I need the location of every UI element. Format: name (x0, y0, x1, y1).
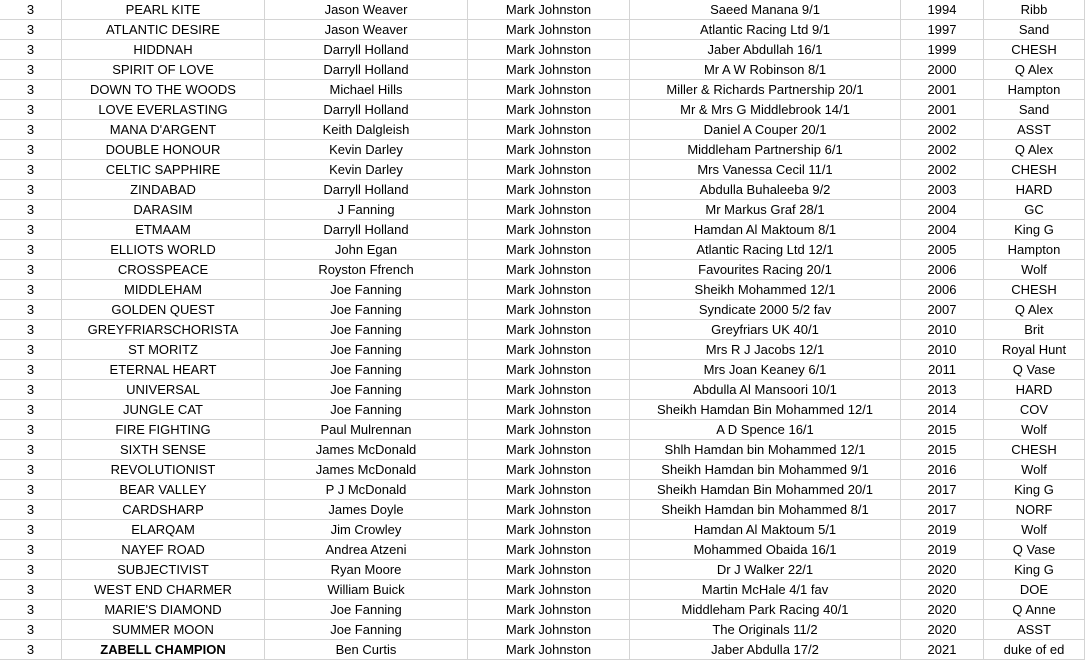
table-row (0, 200, 1085, 220)
cell-col-trainer[interactable]: Mark Johnston (468, 60, 630, 80)
table-row (0, 260, 1085, 280)
cell-col-horse[interactable]: ELLIOTS WORLD (62, 240, 265, 260)
cell-col-horse[interactable]: ZABELL CHAMPION (62, 640, 265, 660)
cell-col-year[interactable]: 2006 (901, 260, 984, 280)
cell-col-race[interactable]: HARD (984, 380, 1085, 400)
cell-col-position[interactable]: 3 (0, 480, 62, 500)
cell-col-jockey[interactable]: Joe Fanning (265, 320, 468, 340)
cell-col-jockey[interactable]: Jason Weaver (265, 20, 468, 40)
cell-col-position[interactable]: 3 (0, 240, 62, 260)
cell-col-horse[interactable]: ETERNAL HEART (62, 360, 265, 380)
table-row (0, 340, 1085, 360)
cell-col-jockey[interactable]: Joe Fanning (265, 360, 468, 380)
cell-col-trainer[interactable]: Mark Johnston (468, 340, 630, 360)
cell-col-year[interactable]: 2020 (901, 560, 984, 580)
cell-col-year[interactable]: 1999 (901, 40, 984, 60)
cell-col-trainer[interactable]: Mark Johnston (468, 440, 630, 460)
cell-col-race[interactable]: ASST (984, 620, 1085, 640)
cell-col-trainer[interactable]: Mark Johnston (468, 420, 630, 440)
cell-col-jockey[interactable]: Kevin Darley (265, 160, 468, 180)
cell-col-race[interactable]: HARD (984, 180, 1085, 200)
cell-col-trainer[interactable]: Mark Johnston (468, 300, 630, 320)
cell-col-owner-odds[interactable]: Dr J Walker 22/1 (630, 560, 901, 580)
cell-col-position[interactable]: 3 (0, 560, 62, 580)
cell-col-position[interactable]: 3 (0, 280, 62, 300)
cell-col-jockey[interactable]: Darryll Holland (265, 180, 468, 200)
cell-col-year[interactable]: 2010 (901, 340, 984, 360)
cell-col-race[interactable]: CHESH (984, 440, 1085, 460)
cell-col-owner-odds[interactable]: Mrs R J Jacobs 12/1 (630, 340, 901, 360)
cell-col-owner-odds[interactable]: Mr A W Robinson 8/1 (630, 60, 901, 80)
cell-col-horse[interactable]: ETMAAM (62, 220, 265, 240)
cell-col-position[interactable]: 3 (0, 380, 62, 400)
cell-col-year[interactable]: 2021 (901, 640, 984, 660)
table-row (0, 600, 1085, 620)
cell-col-trainer[interactable]: Mark Johnston (468, 0, 630, 20)
cell-col-year[interactable]: 2014 (901, 400, 984, 420)
cell-col-year[interactable]: 2017 (901, 480, 984, 500)
table-row (0, 220, 1085, 240)
cell-col-position[interactable]: 3 (0, 540, 62, 560)
cell-col-jockey[interactable]: Darryll Holland (265, 60, 468, 80)
cell-col-position[interactable]: 3 (0, 580, 62, 600)
cell-col-position[interactable]: 3 (0, 620, 62, 640)
cell-col-position[interactable]: 3 (0, 300, 62, 320)
cell-col-horse[interactable]: GREYFRIARSCHORISTA (62, 320, 265, 340)
cell-col-year[interactable]: 2015 (901, 420, 984, 440)
cell-col-race[interactable]: CHESH (984, 40, 1085, 60)
cell-col-trainer[interactable]: Mark Johnston (468, 280, 630, 300)
table-row (0, 240, 1085, 260)
table-row (0, 540, 1085, 560)
cell-col-position[interactable]: 3 (0, 0, 62, 20)
cell-col-year[interactable]: 2002 (901, 120, 984, 140)
table-row (0, 520, 1085, 540)
cell-col-year[interactable]: 2007 (901, 300, 984, 320)
cell-col-year[interactable]: 2020 (901, 600, 984, 620)
cell-col-race[interactable]: CHESH (984, 160, 1085, 180)
cell-col-race[interactable]: King G (984, 560, 1085, 580)
table-row (0, 140, 1085, 160)
cell-col-race[interactable]: Hampton (984, 240, 1085, 260)
cell-col-jockey[interactable]: Joe Fanning (265, 600, 468, 620)
cell-col-year[interactable]: 2013 (901, 380, 984, 400)
cell-col-jockey[interactable]: Joe Fanning (265, 340, 468, 360)
cell-col-position[interactable]: 3 (0, 180, 62, 200)
cell-col-jockey[interactable]: Joe Fanning (265, 300, 468, 320)
cell-col-jockey[interactable]: Joe Fanning (265, 400, 468, 420)
table-row (0, 80, 1085, 100)
cell-col-jockey[interactable]: James McDonald (265, 460, 468, 480)
table-row (0, 0, 1085, 20)
cell-col-horse[interactable]: ATLANTIC DESIRE (62, 20, 265, 40)
cell-col-trainer[interactable]: Mark Johnston (468, 600, 630, 620)
cell-col-horse[interactable]: JUNGLE CAT (62, 400, 265, 420)
cell-col-horse[interactable]: CARDSHARP (62, 500, 265, 520)
cell-col-owner-odds[interactable]: Mr & Mrs G Middlebrook 14/1 (630, 100, 901, 120)
cell-col-owner-odds[interactable]: Jaber Abdulla 17/2 (630, 640, 901, 660)
cell-col-position[interactable]: 3 (0, 260, 62, 280)
cell-col-year[interactable]: 2002 (901, 140, 984, 160)
cell-col-year[interactable]: 2017 (901, 500, 984, 520)
cell-col-owner-odds[interactable]: Jaber Abdullah 16/1 (630, 40, 901, 60)
cell-col-race[interactable]: GC (984, 200, 1085, 220)
cell-col-year[interactable]: 2011 (901, 360, 984, 380)
cell-col-horse[interactable]: DARASIM (62, 200, 265, 220)
cell-col-trainer[interactable]: Mark Johnston (468, 80, 630, 100)
cell-col-position[interactable]: 3 (0, 520, 62, 540)
cell-col-trainer[interactable]: Mark Johnston (468, 20, 630, 40)
cell-col-race[interactable]: DOE (984, 580, 1085, 600)
cell-col-year[interactable]: 2019 (901, 540, 984, 560)
cell-col-owner-odds[interactable]: A D Spence 16/1 (630, 420, 901, 440)
cell-col-jockey[interactable]: Ryan Moore (265, 560, 468, 580)
cell-col-owner-odds[interactable]: Sheikh Mohammed 12/1 (630, 280, 901, 300)
cell-col-race[interactable]: Wolf (984, 520, 1085, 540)
cell-col-year[interactable]: 2010 (901, 320, 984, 340)
cell-col-year[interactable]: 2006 (901, 280, 984, 300)
table-row (0, 180, 1085, 200)
cell-col-horse[interactable]: SUMMER MOON (62, 620, 265, 640)
cell-col-position[interactable]: 3 (0, 40, 62, 60)
cell-col-jockey[interactable]: Darryll Holland (265, 220, 468, 240)
cell-col-trainer[interactable]: Mark Johnston (468, 240, 630, 260)
cell-col-jockey[interactable]: Darryll Holland (265, 100, 468, 120)
cell-col-owner-odds[interactable]: Greyfriars UK 40/1 (630, 320, 901, 340)
cell-col-jockey[interactable]: Michael Hills (265, 80, 468, 100)
table-row (0, 120, 1085, 140)
cell-col-jockey[interactable]: Paul Mulrennan (265, 420, 468, 440)
table-row (0, 460, 1085, 480)
cell-col-position[interactable]: 3 (0, 440, 62, 460)
cell-col-race[interactable]: Wolf (984, 420, 1085, 440)
cell-col-year[interactable]: 2004 (901, 220, 984, 240)
cell-col-owner-odds[interactable]: The Originals 11/2 (630, 620, 901, 640)
cell-col-trainer[interactable]: Mark Johnston (468, 620, 630, 640)
cell-col-race[interactable]: Brit (984, 320, 1085, 340)
cell-col-horse[interactable]: PEARL KITE (62, 0, 265, 20)
cell-col-position[interactable]: 3 (0, 400, 62, 420)
cell-col-year[interactable]: 2015 (901, 440, 984, 460)
cell-col-race[interactable]: duke of ed (984, 640, 1085, 660)
cell-col-jockey[interactable]: Joe Fanning (265, 620, 468, 640)
cell-col-horse[interactable]: MARIE'S DIAMOND (62, 600, 265, 620)
cell-col-jockey[interactable]: William Buick (265, 580, 468, 600)
cell-col-position[interactable]: 3 (0, 360, 62, 380)
cell-col-race[interactable]: Wolf (984, 460, 1085, 480)
cell-col-trainer[interactable]: Mark Johnston (468, 40, 630, 60)
cell-col-year[interactable]: 2020 (901, 620, 984, 640)
cell-col-trainer[interactable]: Mark Johnston (468, 320, 630, 340)
cell-col-horse[interactable]: REVOLUTIONIST (62, 460, 265, 480)
cell-col-year[interactable]: 2001 (901, 80, 984, 100)
cell-col-horse[interactable]: BEAR VALLEY (62, 480, 265, 500)
cell-col-trainer[interactable]: Mark Johnston (468, 100, 630, 120)
cell-col-race[interactable]: Sand (984, 100, 1085, 120)
cell-col-position[interactable]: 3 (0, 600, 62, 620)
cell-col-trainer[interactable]: Mark Johnston (468, 220, 630, 240)
cell-col-horse[interactable]: SIXTH SENSE (62, 440, 265, 460)
cell-col-trainer[interactable]: Mark Johnston (468, 500, 630, 520)
cell-col-jockey[interactable]: Darryll Holland (265, 40, 468, 60)
cell-col-owner-odds[interactable]: Atlantic Racing Ltd 12/1 (630, 240, 901, 260)
cell-col-horse[interactable]: DOWN TO THE WOODS (62, 80, 265, 100)
cell-col-position[interactable]: 3 (0, 320, 62, 340)
cell-col-race[interactable]: CHESH (984, 280, 1085, 300)
cell-col-year[interactable]: 2001 (901, 100, 984, 120)
cell-col-position[interactable]: 3 (0, 420, 62, 440)
table-row (0, 160, 1085, 180)
cell-col-position[interactable]: 3 (0, 80, 62, 100)
cell-col-owner-odds[interactable]: Sheikh Hamdan Bin Mohammed 12/1 (630, 400, 901, 420)
cell-col-year[interactable]: 2020 (901, 580, 984, 600)
cell-col-owner-odds[interactable]: Mr Markus Graf 28/1 (630, 200, 901, 220)
table-row (0, 560, 1085, 580)
cell-col-position[interactable]: 3 (0, 500, 62, 520)
cell-col-trainer[interactable]: Mark Johnston (468, 140, 630, 160)
cell-col-race[interactable]: Q Alex (984, 140, 1085, 160)
cell-col-year[interactable]: 2004 (901, 200, 984, 220)
cell-col-horse[interactable]: ST MORITZ (62, 340, 265, 360)
cell-col-position[interactable]: 3 (0, 20, 62, 40)
cell-col-race[interactable]: Hampton (984, 80, 1085, 100)
cell-col-horse[interactable]: MIDDLEHAM (62, 280, 265, 300)
cell-col-trainer[interactable]: Mark Johnston (468, 200, 630, 220)
cell-col-jockey[interactable]: Joe Fanning (265, 380, 468, 400)
cell-col-trainer[interactable]: Mark Johnston (468, 260, 630, 280)
cell-col-owner-odds[interactable]: Hamdan Al Maktoum 8/1 (630, 220, 901, 240)
table-row (0, 360, 1085, 380)
cell-col-jockey[interactable]: Andrea Atzeni (265, 540, 468, 560)
cell-col-race[interactable]: Q Vase (984, 540, 1085, 560)
cell-col-horse[interactable]: LOVE EVERLASTING (62, 100, 265, 120)
cell-col-trainer[interactable]: Mark Johnston (468, 400, 630, 420)
cell-col-owner-odds[interactable]: Favourites Racing 20/1 (630, 260, 901, 280)
cell-col-horse[interactable]: DOUBLE HONOUR (62, 140, 265, 160)
cell-col-horse[interactable]: CELTIC SAPPHIRE (62, 160, 265, 180)
cell-col-owner-odds[interactable]: Syndicate 2000 5/2 fav (630, 300, 901, 320)
cell-col-trainer[interactable]: Mark Johnston (468, 180, 630, 200)
cell-col-year[interactable]: 2019 (901, 520, 984, 540)
cell-col-race[interactable]: Q Vase (984, 360, 1085, 380)
cell-col-race[interactable]: Wolf (984, 260, 1085, 280)
table-row (0, 320, 1085, 340)
cell-col-trainer[interactable]: Mark Johnston (468, 640, 630, 660)
cell-col-year[interactable]: 2000 (901, 60, 984, 80)
cell-col-year[interactable]: 1997 (901, 20, 984, 40)
cell-col-race[interactable]: Royal Hunt (984, 340, 1085, 360)
table-row (0, 480, 1085, 500)
cell-col-jockey[interactable]: Jason Weaver (265, 0, 468, 20)
cell-col-position[interactable]: 3 (0, 140, 62, 160)
cell-col-horse[interactable]: CROSSPEACE (62, 260, 265, 280)
cell-col-trainer[interactable]: Mark Johnston (468, 540, 630, 560)
cell-col-jockey[interactable]: P J McDonald (265, 480, 468, 500)
cell-col-race[interactable]: Sand (984, 20, 1085, 40)
cell-col-owner-odds[interactable]: Miller & Richards Partnership 20/1 (630, 80, 901, 100)
cell-col-horse[interactable]: WEST END CHARMER (62, 580, 265, 600)
cell-col-trainer[interactable]: Mark Johnston (468, 480, 630, 500)
cell-col-horse[interactable]: SUBJECTIVIST (62, 560, 265, 580)
cell-col-position[interactable]: 3 (0, 340, 62, 360)
cell-col-jockey[interactable]: J Fanning (265, 200, 468, 220)
cell-col-position[interactable]: 3 (0, 220, 62, 240)
table-row (0, 400, 1085, 420)
cell-col-jockey[interactable]: James Doyle (265, 500, 468, 520)
cell-col-horse[interactable]: ELARQAM (62, 520, 265, 540)
cell-col-owner-odds[interactable]: Abdulla Al Mansoori 10/1 (630, 380, 901, 400)
cell-col-horse[interactable]: UNIVERSAL (62, 380, 265, 400)
cell-col-year[interactable]: 1994 (901, 0, 984, 20)
cell-col-year[interactable]: 2016 (901, 460, 984, 480)
cell-col-position[interactable]: 3 (0, 640, 62, 660)
table-row (0, 500, 1085, 520)
table-row (0, 440, 1085, 460)
cell-col-jockey[interactable]: Ben Curtis (265, 640, 468, 660)
cell-col-position[interactable]: 3 (0, 60, 62, 80)
cell-col-race[interactable]: Ribb (984, 0, 1085, 20)
table-row (0, 300, 1085, 320)
cell-col-owner-odds[interactable]: Mohammed Obaida 16/1 (630, 540, 901, 560)
table-row (0, 580, 1085, 600)
cell-col-jockey[interactable]: Keith Dalgleish (265, 120, 468, 140)
cell-col-trainer[interactable]: Mark Johnston (468, 360, 630, 380)
cell-col-race[interactable]: Q Alex (984, 60, 1085, 80)
cell-col-position[interactable]: 3 (0, 100, 62, 120)
cell-col-position[interactable]: 3 (0, 120, 62, 140)
cell-col-jockey[interactable]: Jim Crowley (265, 520, 468, 540)
table-row (0, 620, 1085, 640)
cell-col-year[interactable]: 2002 (901, 160, 984, 180)
cell-col-horse[interactable]: SPIRIT OF LOVE (62, 60, 265, 80)
cell-col-owner-odds[interactable]: Sheikh Hamdan Bin Mohammed 20/1 (630, 480, 901, 500)
cell-col-horse[interactable]: HIDDNAH (62, 40, 265, 60)
cell-col-owner-odds[interactable]: Atlantic Racing Ltd 9/1 (630, 20, 901, 40)
cell-col-race[interactable]: King G (984, 480, 1085, 500)
cell-col-owner-odds[interactable]: Middleham Park Racing 40/1 (630, 600, 901, 620)
cell-col-race[interactable]: Q Alex (984, 300, 1085, 320)
cell-col-trainer[interactable]: Mark Johnston (468, 580, 630, 600)
cell-col-trainer[interactable]: Mark Johnston (468, 160, 630, 180)
cell-col-owner-odds[interactable]: Saeed Manana 9/1 (630, 0, 901, 20)
cell-col-position[interactable]: 3 (0, 200, 62, 220)
cell-col-jockey[interactable]: Royston Ffrench (265, 260, 468, 280)
table-row (0, 100, 1085, 120)
cell-col-jockey[interactable]: John Egan (265, 240, 468, 260)
cell-col-trainer[interactable]: Mark Johnston (468, 520, 630, 540)
cell-col-year[interactable]: 2003 (901, 180, 984, 200)
cell-col-horse[interactable]: ZINDABAD (62, 180, 265, 200)
cell-col-owner-odds[interactable]: Martin McHale 4/1 fav (630, 580, 901, 600)
cell-col-horse[interactable]: MANA D'ARGENT (62, 120, 265, 140)
table-row (0, 380, 1085, 400)
cell-col-position[interactable]: 3 (0, 160, 62, 180)
cell-col-owner-odds[interactable]: Shlh Hamdan bin Mohammed 12/1 (630, 440, 901, 460)
cell-col-owner-odds[interactable]: Sheikh Hamdan bin Mohammed 9/1 (630, 460, 901, 480)
table-row (0, 20, 1085, 40)
table-row (0, 640, 1085, 660)
cell-col-trainer[interactable]: Mark Johnston (468, 380, 630, 400)
cell-col-owner-odds[interactable]: Hamdan Al Maktoum 5/1 (630, 520, 901, 540)
cell-col-owner-odds[interactable]: Middleham Partnership 6/1 (630, 140, 901, 160)
cell-col-race[interactable]: King G (984, 220, 1085, 240)
cell-col-horse[interactable]: FIRE FIGHTING (62, 420, 265, 440)
cell-col-year[interactable]: 2005 (901, 240, 984, 260)
table-row (0, 420, 1085, 440)
cell-col-race[interactable]: NORF (984, 500, 1085, 520)
cell-col-jockey[interactable]: Kevin Darley (265, 140, 468, 160)
table-row (0, 40, 1085, 60)
cell-col-owner-odds[interactable]: Mrs Joan Keaney 6/1 (630, 360, 901, 380)
table-row (0, 60, 1085, 80)
cell-col-position[interactable]: 3 (0, 460, 62, 480)
cell-col-jockey[interactable]: Joe Fanning (265, 280, 468, 300)
cell-col-trainer[interactable]: Mark Johnston (468, 120, 630, 140)
cell-col-horse[interactable]: NAYEF ROAD (62, 540, 265, 560)
cell-col-owner-odds[interactable]: Mrs Vanessa Cecil 11/1 (630, 160, 901, 180)
cell-col-race[interactable]: COV (984, 400, 1085, 420)
cell-col-race[interactable]: Q Anne (984, 600, 1085, 620)
cell-col-owner-odds[interactable]: Sheikh Hamdan bin Mohammed 8/1 (630, 500, 901, 520)
cell-col-horse[interactable]: GOLDEN QUEST (62, 300, 265, 320)
table-row (0, 280, 1085, 300)
cell-col-trainer[interactable]: Mark Johnston (468, 560, 630, 580)
cell-col-jockey[interactable]: James McDonald (265, 440, 468, 460)
cell-col-trainer[interactable]: Mark Johnston (468, 460, 630, 480)
cell-col-owner-odds[interactable]: Daniel A Couper 20/1 (630, 120, 901, 140)
cell-col-owner-odds[interactable]: Abdulla Buhaleeba 9/2 (630, 180, 901, 200)
cell-col-race[interactable]: ASST (984, 120, 1085, 140)
